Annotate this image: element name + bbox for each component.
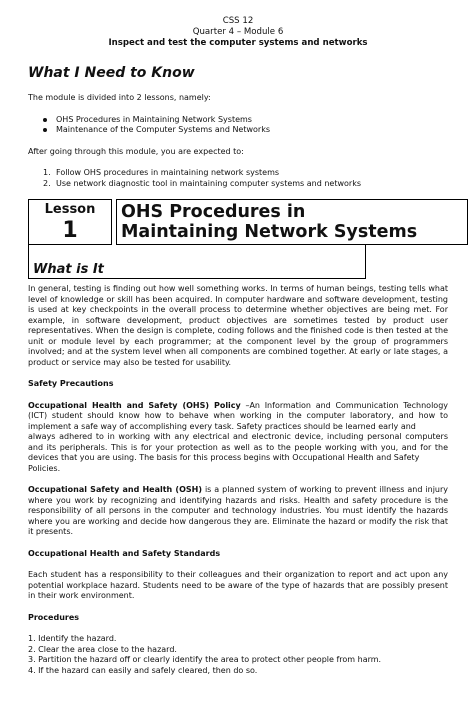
what-is-it-heading: What is It xyxy=(33,262,104,277)
lesson-title-line: Maintaining Network Systems xyxy=(121,222,418,242)
procedure-item: 4. If the hazard can easily and safely cleared, then do so. xyxy=(28,665,258,675)
module-intro: The module is divided into 2 lessons, namely: xyxy=(28,93,211,102)
ohs-policy-end: Policies. xyxy=(28,463,61,473)
procedure-item: 2. Clear the area close to the hazard. xyxy=(28,644,177,654)
lesson-list-item: Maintenance of the Computer Systems and Networks xyxy=(43,125,448,136)
what-i-need-heading: What I Need to Know xyxy=(28,65,195,81)
lesson-list xyxy=(28,115,448,136)
testing-paragraph: In general, testing is finding out how well something works. In terms of human beings, testing tells what level of knowledge or skill has been acquired. In computer hardware and software development, testing is used at key checkpoints in the overall process to determine whether objectives are being met. For example, in software development, product objectives are sometimes tested by product user representatives. When the design is complete, coding follows and the finished code is then tested at the unit or module level by each programmer; at the component level by the group of programmers involved; and at the system level when all components are combined together. At early or late stages, a product or service may also be tested for usability. xyxy=(28,284,448,367)
ohs-policy-paragraph: Occupational Health and Safety (OHS) Policy –An Information and Communication Technology (ICT) student should know how to behave when working in the computer laboratory, and how to implement a safe way of accomplishing every task. Safety practices should be learned early and xyxy=(28,400,449,431)
goal-list xyxy=(28,168,448,189)
lesson-title-box xyxy=(116,199,468,245)
module-header xyxy=(28,16,448,49)
expectations-intro: After going through this module, you are expected to: xyxy=(28,146,244,156)
procedure-list xyxy=(28,634,448,676)
lesson-label: Lesson xyxy=(44,202,96,217)
standards-paragraph: Each student has a responsibility to their colleagues and their organization to report and act upon any potential workplace hazard. Students need to be aware of the type of hazards that are possibly present in their work environment. xyxy=(28,570,448,600)
lesson-list-item: OHS Procedures in Maintaining Network Systems xyxy=(43,115,448,126)
module-title: Inspect and test the computer systems and networks xyxy=(108,38,368,48)
lesson-banner xyxy=(28,199,448,283)
course-code: CSS 12 xyxy=(222,16,254,26)
procedure-item: 1. Identify the hazard. xyxy=(28,634,117,643)
standards-heading: Occupational Health and Safety Standards xyxy=(28,548,221,558)
procedure-item: 3. Partition the hazard off or clearly identify the area to protect other people from harm. xyxy=(28,655,382,664)
osh-paragraph: Occupational Safety and Health (OSH) is a planned system of working to prevent illness and injury where you work by recognizing and identifying hazards and risks. Health and safety procedure is the responsibility of all persons in the computer and technology industries. You must identify the hazards where you are working and decide how dangerous they are. Eliminate the hazard or modify the risk that it presents. xyxy=(28,485,449,536)
procedures-heading: Procedures xyxy=(28,612,80,622)
quarter-module: Quarter 4 – Module 6 xyxy=(192,27,284,37)
osh-term: Occupational Safety and Health (OSH) xyxy=(28,485,203,494)
goal-item: 1. Follow OHS procedures in maintaining network systems xyxy=(43,168,280,177)
lesson-number-box xyxy=(28,199,112,245)
ohs-policy-term: Occupational Health and Safety (OHS) Policy xyxy=(28,400,241,410)
lesson-title-line: OHS Procedures in xyxy=(121,202,306,222)
what-is-it-box xyxy=(28,245,366,279)
lesson-number: 1 xyxy=(62,218,78,243)
goal-item: 2. Use network diagnostic tool in maintaining computer systems and networks xyxy=(43,178,362,188)
safety-precautions-heading: Safety Precautions xyxy=(28,379,114,388)
ohs-policy-continued: always adhered to in working with any electrical and electronic device, including personal computers and its peripherals. This is for your protection as well as to the people working with you, and for the devices that you are using. The basis for this process begins with Occupational Health and Safety xyxy=(28,432,448,462)
